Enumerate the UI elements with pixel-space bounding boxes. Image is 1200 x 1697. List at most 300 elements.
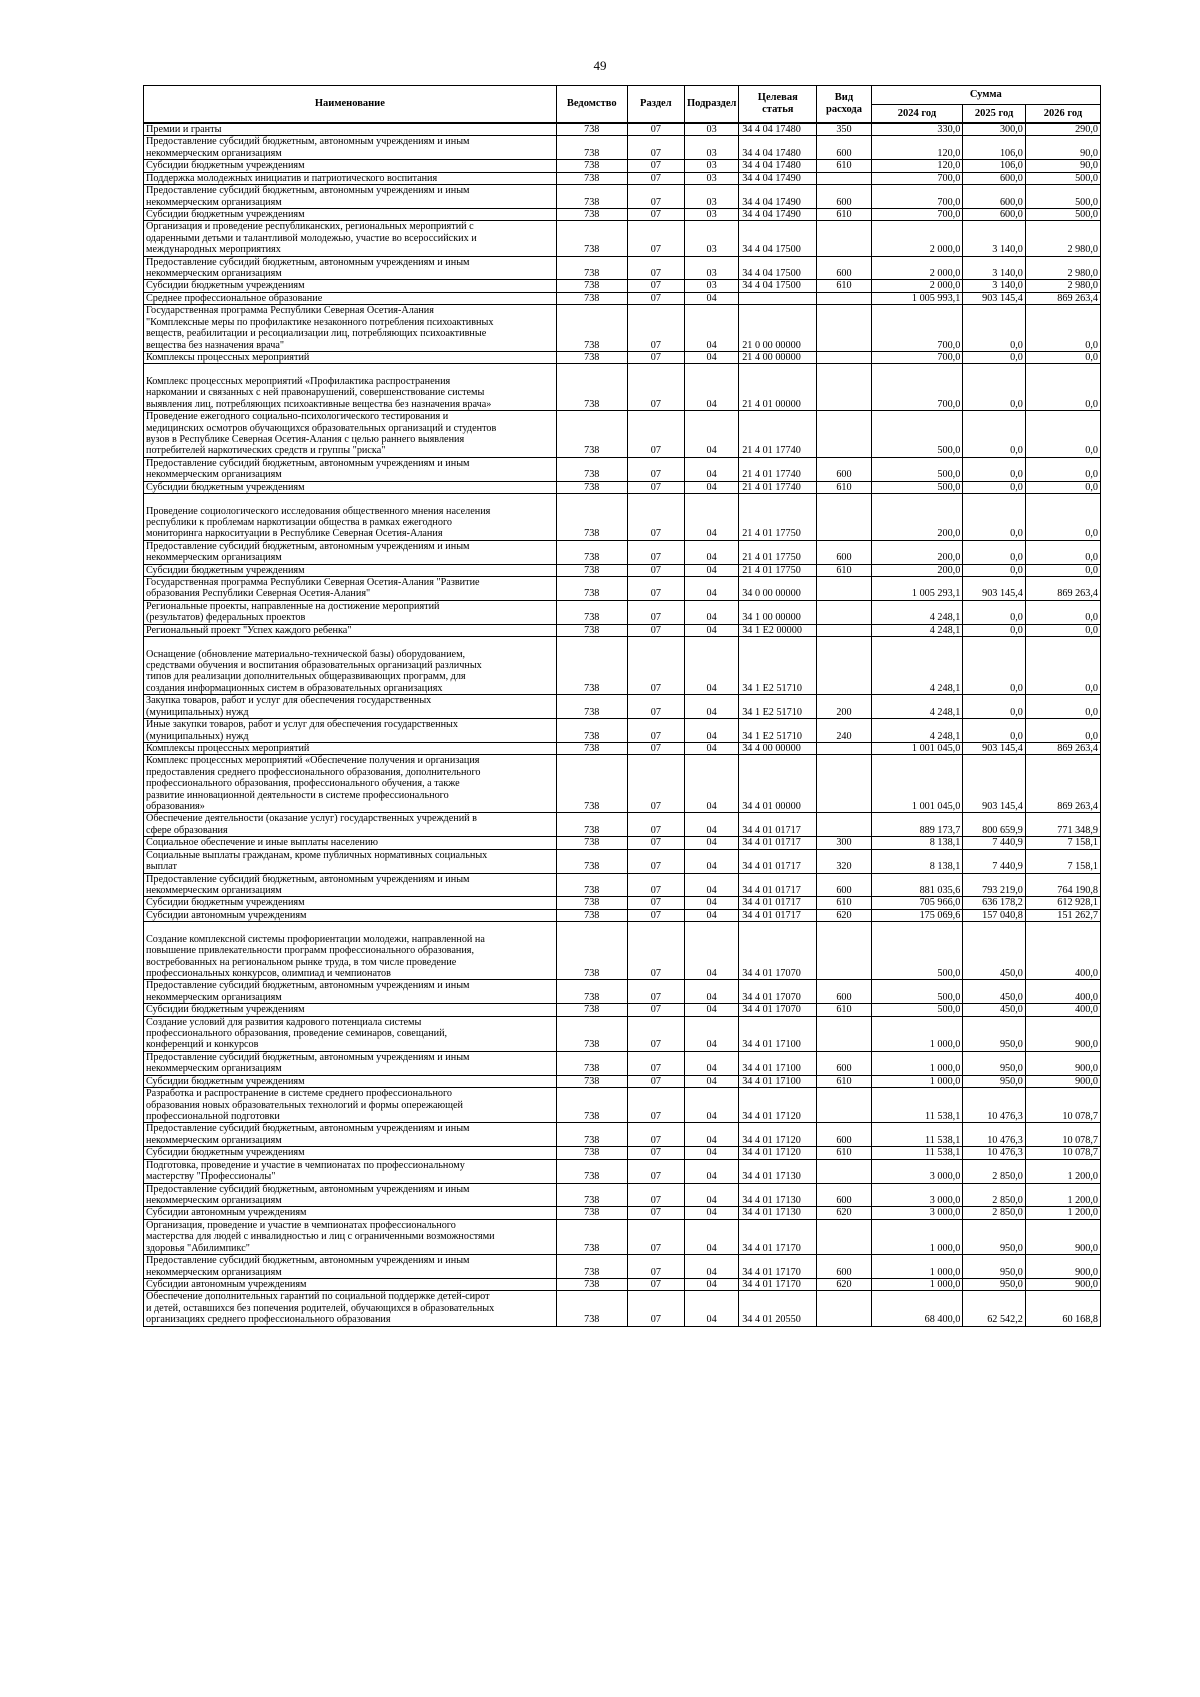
cell-sum-2024: 1 000,0 [871, 1278, 963, 1290]
cell-expense-type: 610 [817, 1075, 871, 1087]
cell-expense-type [817, 813, 871, 837]
cell-vedomstvo: 738 [556, 540, 627, 564]
cell-sum-2024: 330,0 [871, 123, 963, 136]
cell-podrazdel: 03 [685, 123, 739, 136]
cell-sum-2026: 900,0 [1025, 1255, 1100, 1279]
cell-target-article: 21 0 00 00000 [739, 305, 817, 352]
table-row [144, 208, 1101, 220]
cell-vedomstvo: 738 [556, 1088, 627, 1123]
cell-sum-2024: 500,0 [871, 457, 963, 481]
table-row [144, 540, 1101, 564]
cell-sum-2024: 11 538,1 [871, 1088, 963, 1123]
cell-razdel: 07 [627, 172, 684, 184]
cell-expense-type: 600 [817, 256, 871, 280]
cell-sum-2025: 10 476,3 [963, 1147, 1026, 1159]
cell-vedomstvo: 738 [556, 695, 627, 719]
cell-expense-type [817, 352, 871, 364]
cell-expense-type: 610 [817, 280, 871, 292]
cell-sum-2026: 10 078,7 [1025, 1123, 1100, 1147]
cell-name: Субсидии автономным учреждениям [144, 909, 557, 921]
cell-sum-2024: 68 400,0 [871, 1291, 963, 1326]
header-expense-type: Вид расхода [817, 86, 871, 124]
cell-expense-type [817, 1291, 871, 1326]
cell-podrazdel: 04 [685, 1147, 739, 1159]
cell-sum-2026: 869 263,4 [1025, 577, 1100, 601]
cell-name: Социальные выплаты гражданам, кроме публичных нормативных социальных выплат [144, 849, 557, 873]
header-summa: Сумма [871, 86, 1100, 105]
cell-expense-type: 600 [817, 457, 871, 481]
cell-vedomstvo: 738 [556, 123, 627, 136]
cell-podrazdel: 04 [685, 1051, 739, 1075]
cell-podrazdel: 04 [685, 1016, 739, 1051]
cell-sum-2024: 4 248,1 [871, 624, 963, 636]
cell-podrazdel: 03 [685, 136, 739, 160]
table-row [144, 1123, 1101, 1147]
cell-razdel: 07 [627, 1051, 684, 1075]
cell-name: Региональный проект "Успех каждого ребенка" [144, 624, 557, 636]
cell-sum-2025: 2 850,0 [963, 1207, 1026, 1219]
cell-target-article: 34 4 01 01717 [739, 849, 817, 873]
cell-name: Предоставление субсидий бюджетным, автономным учреждениям и иным некоммерческим организациям [144, 1123, 557, 1147]
cell-sum-2026: 0,0 [1025, 624, 1100, 636]
cell-sum-2024: 705 966,0 [871, 897, 963, 909]
cell-vedomstvo: 738 [556, 909, 627, 921]
table-row [144, 1004, 1101, 1016]
cell-podrazdel: 04 [685, 1278, 739, 1290]
cell-vedomstvo: 738 [556, 873, 627, 897]
cell-razdel: 07 [627, 695, 684, 719]
cell-podrazdel: 04 [685, 292, 739, 304]
cell-target-article: 34 4 01 17100 [739, 1051, 817, 1075]
cell-sum-2025: 0,0 [963, 364, 1026, 411]
cell-podrazdel: 03 [685, 172, 739, 184]
cell-target-article: 34 4 01 01717 [739, 873, 817, 897]
cell-podrazdel: 04 [685, 577, 739, 601]
cell-sum-2025: 950,0 [963, 1016, 1026, 1051]
table-row [144, 123, 1101, 136]
cell-sum-2026: 500,0 [1025, 172, 1100, 184]
cell-name: Предоставление субсидий бюджетным, автономным учреждениям и иным некоммерческим организациям [144, 256, 557, 280]
cell-expense-type [817, 1088, 871, 1123]
cell-razdel: 07 [627, 600, 684, 624]
cell-vedomstvo: 738 [556, 364, 627, 411]
cell-sum-2025: 600,0 [963, 185, 1026, 209]
cell-sum-2025: 903 145,4 [963, 742, 1026, 754]
cell-name: Субсидии бюджетным учреждениям [144, 897, 557, 909]
cell-expense-type [817, 1219, 871, 1254]
cell-vedomstvo: 738 [556, 1016, 627, 1051]
cell-name: Субсидии бюджетным учреждениям [144, 1004, 557, 1016]
cell-target-article: 34 4 04 17480 [739, 160, 817, 172]
cell-vedomstvo: 738 [556, 208, 627, 220]
cell-sum-2024: 700,0 [871, 364, 963, 411]
cell-sum-2025: 903 145,4 [963, 577, 1026, 601]
cell-sum-2026: 0,0 [1025, 305, 1100, 352]
cell-vedomstvo: 738 [556, 1147, 627, 1159]
cell-target-article: 34 4 01 17120 [739, 1088, 817, 1123]
cell-sum-2025: 600,0 [963, 208, 1026, 220]
cell-sum-2024: 4 248,1 [871, 637, 963, 695]
cell-expense-type: 600 [817, 1123, 871, 1147]
cell-sum-2024: 500,0 [871, 481, 963, 493]
header-podrazdel: Подраздел [685, 86, 739, 124]
cell-sum-2024: 889 173,7 [871, 813, 963, 837]
cell-sum-2025: 0,0 [963, 564, 1026, 576]
cell-podrazdel: 04 [685, 1207, 739, 1219]
cell-sum-2025: 600,0 [963, 172, 1026, 184]
cell-sum-2025: 950,0 [963, 1278, 1026, 1290]
cell-razdel: 07 [627, 540, 684, 564]
cell-razdel: 07 [627, 185, 684, 209]
cell-razdel: 07 [627, 123, 684, 136]
cell-sum-2024: 1 000,0 [871, 1255, 963, 1279]
cell-sum-2024: 8 138,1 [871, 849, 963, 873]
cell-vedomstvo: 738 [556, 1278, 627, 1290]
table-row [144, 352, 1101, 364]
cell-name: Субсидии бюджетным учреждениям [144, 280, 557, 292]
cell-sum-2025: 793 219,0 [963, 873, 1026, 897]
cell-razdel: 07 [627, 305, 684, 352]
cell-expense-type: 200 [817, 695, 871, 719]
cell-podrazdel: 04 [685, 873, 739, 897]
cell-target-article: 34 4 01 17130 [739, 1207, 817, 1219]
cell-name: Среднее профессиональное образование [144, 292, 557, 304]
cell-sum-2025: 950,0 [963, 1255, 1026, 1279]
cell-name: Проведение социологического исследования общественного мнения населения республики к проблемам наркотизации общества в рамках ежегодного мониторинга наркоситуации в Республике Северная Осетия-Алания [144, 494, 557, 541]
cell-sum-2025: 0,0 [963, 481, 1026, 493]
cell-sum-2025: 450,0 [963, 922, 1026, 980]
cell-podrazdel: 04 [685, 411, 739, 458]
cell-target-article: 34 4 04 17490 [739, 208, 817, 220]
table-row [144, 1075, 1101, 1087]
table-row [144, 256, 1101, 280]
cell-sum-2026: 0,0 [1025, 457, 1100, 481]
cell-sum-2024: 3 000,0 [871, 1183, 963, 1207]
table-row [144, 136, 1101, 160]
cell-sum-2025: 903 145,4 [963, 755, 1026, 813]
cell-expense-type: 610 [817, 1004, 871, 1016]
cell-sum-2026: 900,0 [1025, 1075, 1100, 1087]
cell-razdel: 07 [627, 909, 684, 921]
cell-razdel: 07 [627, 1004, 684, 1016]
cell-sum-2026: 10 078,7 [1025, 1147, 1100, 1159]
cell-sum-2026: 0,0 [1025, 352, 1100, 364]
cell-vedomstvo: 738 [556, 172, 627, 184]
budget-table [143, 85, 1101, 1327]
cell-podrazdel: 03 [685, 256, 739, 280]
table-row [144, 637, 1101, 695]
cell-name: Субсидии бюджетным учреждениям [144, 564, 557, 576]
cell-sum-2024: 881 035,6 [871, 873, 963, 897]
cell-podrazdel: 04 [685, 837, 739, 849]
table-row [144, 849, 1101, 873]
cell-sum-2025: 0,0 [963, 600, 1026, 624]
cell-razdel: 07 [627, 813, 684, 837]
cell-expense-type [817, 305, 871, 352]
cell-sum-2025: 62 542,2 [963, 1291, 1026, 1326]
cell-vedomstvo: 738 [556, 352, 627, 364]
cell-target-article: 34 1 E2 51710 [739, 719, 817, 743]
cell-expense-type [817, 600, 871, 624]
cell-razdel: 07 [627, 922, 684, 980]
cell-target-article: 21 4 01 17750 [739, 540, 817, 564]
table-row [144, 624, 1101, 636]
cell-sum-2024: 120,0 [871, 136, 963, 160]
cell-sum-2025: 636 178,2 [963, 897, 1026, 909]
cell-razdel: 07 [627, 742, 684, 754]
cell-sum-2025: 0,0 [963, 411, 1026, 458]
cell-name: Предоставление субсидий бюджетным, автономным учреждениям и иным некоммерческим организациям [144, 980, 557, 1004]
cell-sum-2024: 200,0 [871, 540, 963, 564]
cell-vedomstvo: 738 [556, 1255, 627, 1279]
cell-name: Региональные проекты, направленные на достижение мероприятий (результатов) федеральных проектов [144, 600, 557, 624]
cell-sum-2024: 700,0 [871, 172, 963, 184]
cell-expense-type: 610 [817, 160, 871, 172]
cell-expense-type: 600 [817, 1183, 871, 1207]
cell-sum-2026: 400,0 [1025, 980, 1100, 1004]
cell-sum-2026: 1 200,0 [1025, 1207, 1100, 1219]
cell-vedomstvo: 738 [556, 457, 627, 481]
cell-name: Комплексы процессных мероприятий [144, 352, 557, 364]
cell-razdel: 07 [627, 1075, 684, 1087]
cell-razdel: 07 [627, 1016, 684, 1051]
cell-name: Социальное обеспечение и иные выплаты населению [144, 837, 557, 849]
cell-name: Проведение ежегодного социально-психологического тестирования и медицинских осмотров обучающихся образовательных организаций и студентов вузов в Республике Северная Осетия-Алания с целью раннего выявления потребителей наркотических средств и группы "риска" [144, 411, 557, 458]
table-row [144, 1291, 1101, 1326]
cell-razdel: 07 [627, 897, 684, 909]
cell-sum-2026: 900,0 [1025, 1278, 1100, 1290]
cell-sum-2024: 200,0 [871, 564, 963, 576]
cell-expense-type: 320 [817, 849, 871, 873]
cell-razdel: 07 [627, 837, 684, 849]
cell-podrazdel: 04 [685, 457, 739, 481]
cell-sum-2026: 869 263,4 [1025, 742, 1100, 754]
cell-name: Создание условий для развития кадрового потенциала системы профессионального образования, проведение семинаров, совещаний, конференций и конкурсов [144, 1016, 557, 1051]
table-row [144, 1183, 1101, 1207]
cell-sum-2024: 175 069,6 [871, 909, 963, 921]
cell-vedomstvo: 738 [556, 1051, 627, 1075]
cell-expense-type [817, 577, 871, 601]
cell-sum-2026: 60 168,8 [1025, 1291, 1100, 1326]
cell-expense-type [817, 411, 871, 458]
cell-razdel: 07 [627, 637, 684, 695]
cell-sum-2026: 290,0 [1025, 123, 1100, 136]
cell-sum-2026: 2 980,0 [1025, 256, 1100, 280]
cell-sum-2025: 0,0 [963, 540, 1026, 564]
cell-sum-2026: 151 262,7 [1025, 909, 1100, 921]
cell-vedomstvo: 738 [556, 624, 627, 636]
cell-sum-2026: 0,0 [1025, 540, 1100, 564]
cell-name: Организация, проведение и участие в чемпионатах профессионального мастерства для людей с инвалидностью и лиц с ограниченными возможностями здоровья "Абилимпикс" [144, 1219, 557, 1254]
cell-target-article: 34 1 E2 00000 [739, 624, 817, 636]
cell-name: Подготовка, проведение и участие в чемпионатах по профессиональному мастерству "Профессионалы" [144, 1159, 557, 1183]
cell-sum-2024: 120,0 [871, 160, 963, 172]
cell-vedomstvo: 738 [556, 494, 627, 541]
cell-target-article: 34 4 01 17100 [739, 1016, 817, 1051]
cell-sum-2024: 700,0 [871, 185, 963, 209]
cell-podrazdel: 04 [685, 1183, 739, 1207]
table-row [144, 980, 1101, 1004]
cell-sum-2026: 7 158,1 [1025, 849, 1100, 873]
table-row [144, 481, 1101, 493]
cell-sum-2026: 500,0 [1025, 185, 1100, 209]
cell-name: Организация и проведение республиканских, региональных мероприятий с одаренными детьми и талантливой молодежью, участие во всероссийских и международных мероприятиях [144, 221, 557, 256]
cell-sum-2026: 90,0 [1025, 160, 1100, 172]
cell-sum-2024: 11 538,1 [871, 1147, 963, 1159]
table-row [144, 755, 1101, 813]
cell-sum-2024: 500,0 [871, 980, 963, 1004]
table-body [144, 123, 1101, 1326]
cell-razdel: 07 [627, 256, 684, 280]
cell-target-article: 34 4 04 17500 [739, 221, 817, 256]
cell-podrazdel: 04 [685, 897, 739, 909]
cell-razdel: 07 [627, 849, 684, 873]
cell-podrazdel: 04 [685, 1291, 739, 1326]
cell-vedomstvo: 738 [556, 481, 627, 493]
cell-vedomstvo: 738 [556, 1075, 627, 1087]
cell-target-article: 34 4 00 00000 [739, 742, 817, 754]
cell-sum-2025: 2 850,0 [963, 1183, 1026, 1207]
table-row [144, 564, 1101, 576]
cell-target-article: 34 4 04 17480 [739, 123, 817, 136]
cell-sum-2025: 10 476,3 [963, 1123, 1026, 1147]
table-row [144, 457, 1101, 481]
cell-target-article: 34 4 04 17480 [739, 136, 817, 160]
cell-expense-type: 610 [817, 208, 871, 220]
cell-vedomstvo: 738 [556, 1004, 627, 1016]
table-row [144, 897, 1101, 909]
cell-sum-2025: 106,0 [963, 136, 1026, 160]
cell-podrazdel: 04 [685, 1088, 739, 1123]
table-row [144, 922, 1101, 980]
table-row [144, 600, 1101, 624]
cell-target-article: 34 4 04 17490 [739, 172, 817, 184]
cell-razdel: 07 [627, 136, 684, 160]
cell-podrazdel: 04 [685, 980, 739, 1004]
table-row [144, 1147, 1101, 1159]
cell-podrazdel: 04 [685, 540, 739, 564]
cell-sum-2024: 700,0 [871, 208, 963, 220]
cell-target-article: 34 4 01 01717 [739, 909, 817, 921]
cell-podrazdel: 04 [685, 1075, 739, 1087]
cell-podrazdel: 04 [685, 624, 739, 636]
cell-expense-type: 610 [817, 897, 871, 909]
cell-target-article: 34 4 01 01717 [739, 837, 817, 849]
cell-sum-2025: 157 040,8 [963, 909, 1026, 921]
cell-sum-2024: 2 000,0 [871, 256, 963, 280]
cell-podrazdel: 04 [685, 600, 739, 624]
cell-sum-2026: 900,0 [1025, 1219, 1100, 1254]
cell-expense-type: 600 [817, 136, 871, 160]
cell-vedomstvo: 738 [556, 1219, 627, 1254]
table-row [144, 837, 1101, 849]
cell-vedomstvo: 738 [556, 719, 627, 743]
cell-expense-type [817, 742, 871, 754]
cell-sum-2026: 0,0 [1025, 494, 1100, 541]
cell-target-article: 34 4 01 17170 [739, 1255, 817, 1279]
cell-target-article: 21 4 01 17740 [739, 481, 817, 493]
cell-sum-2024: 200,0 [871, 494, 963, 541]
cell-name: Субсидии бюджетным учреждениям [144, 208, 557, 220]
cell-vedomstvo: 738 [556, 922, 627, 980]
cell-podrazdel: 04 [685, 909, 739, 921]
cell-name: Субсидии автономным учреждениям [144, 1207, 557, 1219]
cell-vedomstvo: 738 [556, 637, 627, 695]
cell-sum-2025: 3 140,0 [963, 280, 1026, 292]
cell-expense-type [817, 755, 871, 813]
cell-expense-type: 610 [817, 1147, 871, 1159]
cell-target-article: 21 4 01 17740 [739, 411, 817, 458]
cell-target-article: 34 4 01 17170 [739, 1219, 817, 1254]
cell-sum-2024: 1 000,0 [871, 1016, 963, 1051]
cell-sum-2024: 4 248,1 [871, 600, 963, 624]
cell-sum-2024: 700,0 [871, 352, 963, 364]
cell-podrazdel: 03 [685, 280, 739, 292]
cell-razdel: 07 [627, 292, 684, 304]
cell-target-article: 34 4 04 17490 [739, 185, 817, 209]
cell-vedomstvo: 738 [556, 577, 627, 601]
cell-target-article: 34 4 01 17120 [739, 1123, 817, 1147]
cell-sum-2026: 764 190,8 [1025, 873, 1100, 897]
cell-name: Оснащение (обновление материально-технической базы) оборудованием, средствами обучения и воспитания образовательных организаций различных типов для реализации дополнительных общеразвивающих программ, для создания информационных систем в образовательных организациях [144, 637, 557, 695]
cell-sum-2025: 106,0 [963, 160, 1026, 172]
cell-sum-2025: 0,0 [963, 719, 1026, 743]
cell-target-article: 21 4 00 00000 [739, 352, 817, 364]
table-row [144, 1159, 1101, 1183]
table-row [144, 1219, 1101, 1254]
cell-podrazdel: 03 [685, 221, 739, 256]
cell-podrazdel: 04 [685, 481, 739, 493]
cell-sum-2025: 0,0 [963, 695, 1026, 719]
cell-sum-2024: 1 000,0 [871, 1075, 963, 1087]
cell-sum-2026: 869 263,4 [1025, 292, 1100, 304]
cell-vedomstvo: 738 [556, 1123, 627, 1147]
table-row [144, 813, 1101, 837]
cell-name: Предоставление субсидий бюджетным, автономным учреждениям и иным некоммерческим организациям [144, 185, 557, 209]
cell-razdel: 07 [627, 221, 684, 256]
header-name: Наименование [144, 86, 557, 124]
cell-razdel: 07 [627, 564, 684, 576]
cell-expense-type [817, 364, 871, 411]
cell-expense-type: 610 [817, 564, 871, 576]
cell-razdel: 07 [627, 494, 684, 541]
cell-podrazdel: 04 [685, 695, 739, 719]
table-row [144, 280, 1101, 292]
cell-name: Государственная программа Республики Северная Осетия-Алания "Развитие образования Республики Северная Осетия-Алания" [144, 577, 557, 601]
cell-name: Создание комплексной системы профориентации молодежи, направленной на повышение привлекательности программ профессионального образования, востребованных на региональном рынке труда, в том числе проведение профессиональных конкурсов, олимпиад и чемпионатов [144, 922, 557, 980]
cell-sum-2025: 450,0 [963, 1004, 1026, 1016]
cell-vedomstvo: 738 [556, 742, 627, 754]
cell-name: Комплекс процессных мероприятий «Обеспечение получения и организация предоставления среднего профессионального образования, дополнительного профессионального образования, профессионального обучения, а также развитие инновационной деятельности в системе профессионального образования» [144, 755, 557, 813]
cell-vedomstvo: 738 [556, 837, 627, 849]
header-year-2025: 2025 год [963, 105, 1026, 124]
cell-name: Субсидии автономным учреждениям [144, 1278, 557, 1290]
cell-name: Комплекс процессных мероприятий «Профилактика распространения наркомании и связанных с ней правонарушений, совершенствование системы выявления лиц, потребляющих психоактивные вещества без назначения врача» [144, 364, 557, 411]
cell-podrazdel: 04 [685, 352, 739, 364]
cell-name: Поддержка молодежных инициатив и патриотического воспитания [144, 172, 557, 184]
cell-sum-2024: 4 248,1 [871, 719, 963, 743]
cell-razdel: 07 [627, 1123, 684, 1147]
table-row [144, 172, 1101, 184]
cell-target-article: 21 4 01 17750 [739, 564, 817, 576]
cell-sum-2026: 900,0 [1025, 1051, 1100, 1075]
cell-razdel: 07 [627, 1147, 684, 1159]
cell-sum-2024: 2 000,0 [871, 221, 963, 256]
cell-podrazdel: 04 [685, 922, 739, 980]
cell-sum-2025: 3 140,0 [963, 221, 1026, 256]
cell-podrazdel: 04 [685, 1219, 739, 1254]
cell-name: Субсидии бюджетным учреждениям [144, 1147, 557, 1159]
